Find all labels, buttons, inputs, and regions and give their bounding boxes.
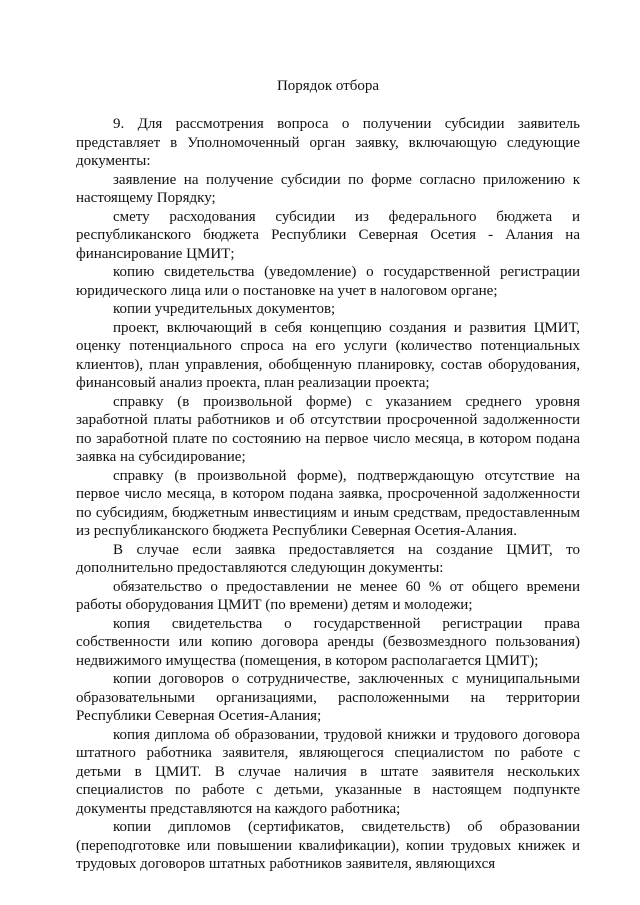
paragraph-project-concept: проект, включающий в себя концепцию создания и развития ЦМИТ, оценку потенциального спроса на его услуги (количество потенциальных клиентов), план управления, обобщенную планировку, состав оборудования, финансовый анализ проекта, план реализации проекта; <box>76 319 580 391</box>
paragraph-budget-estimate: смету расходования субсидии из федерального бюджета и республиканского бюджета Республики Северная Осетия - Алания на финансирование ЦМИТ; <box>76 208 580 262</box>
paragraph-debt-certificate: справку (в произвольной форме), подтверждающую отсутствие на первое число месяца, в котором подана заявка, просроченной задолженности по субсидиям, бюджетным инвестициям и иным средствам, предоставленным из республиканского бюджета Республики Северная Осетия-Алания. <box>76 467 580 539</box>
paragraph-property-rights: копия свидетельства о государственной регистрации права собственности или копию договора аренды (безвозмездного пользования) недвижимого имущества (помещения, в котором располагается ЦМИТ); <box>76 615 580 669</box>
paragraph-equipment-commitment: обязательство о предоставлении не менее 60 % от общего времени работы оборудования ЦМИТ (по времени) детям и молодежи; <box>76 578 580 613</box>
document-page <box>76 76 580 874</box>
section-title: Порядок отбора <box>276 78 380 94</box>
paragraph-specialist-diploma: копия диплома об образовании, трудовой книжки и трудового договора штатного работника заявителя, являющегося специалистом по работе с детьми в ЦМИТ. В случае наличия в штате заявителя нескольких специалистов по работе с детьми, указанные в настоящем подпункте документы представляются на каждого работника; <box>76 726 580 817</box>
paragraph-cooperation-agreements: копии договоров о сотрудничестве, заключенных с муниципальными образовательными организациями, расположенными на территории Республики Северная Осетия-Алания; <box>76 671 580 724</box>
paragraph-application-intro: 9. Для рассмотрения вопроса о получении субсидии заявитель представляет в Уполномоченный орган заявку, включающую следующие документы: <box>76 116 580 169</box>
paragraph-subsidy-request: заявление на получение субсидии по форме согласно приложению к настоящему Порядку; <box>76 171 580 206</box>
paragraph-salary-certificate: справку (в произвольной форме) с указанием среднего уровня заработной платы работников и об отсутствии просроченной задолженности по заработной плате по состоянию на первое число месяца, в котором подана заявка на субсидирование; <box>76 393 580 465</box>
paragraph-creation-case: В случае если заявка предоставляется на создание ЦМИТ, то дополнительно предоставляются следующин документы: <box>76 541 580 576</box>
paragraph-registration-certificate: копию свидетельства (уведомление) о государственной регистрации юридического лица или о постановке на учет в налоговом органе; <box>76 264 580 299</box>
paragraph-staff-diplomas: копии дипломов (сертификатов, свидетельств) об образовании (переподготовке или повышении квалификации), копии трудовых книжек и трудовых договоров штатных работников заявителя, являющихся <box>76 819 580 872</box>
paragraph-founding-documents: копии учредительных документов; <box>113 301 336 317</box>
